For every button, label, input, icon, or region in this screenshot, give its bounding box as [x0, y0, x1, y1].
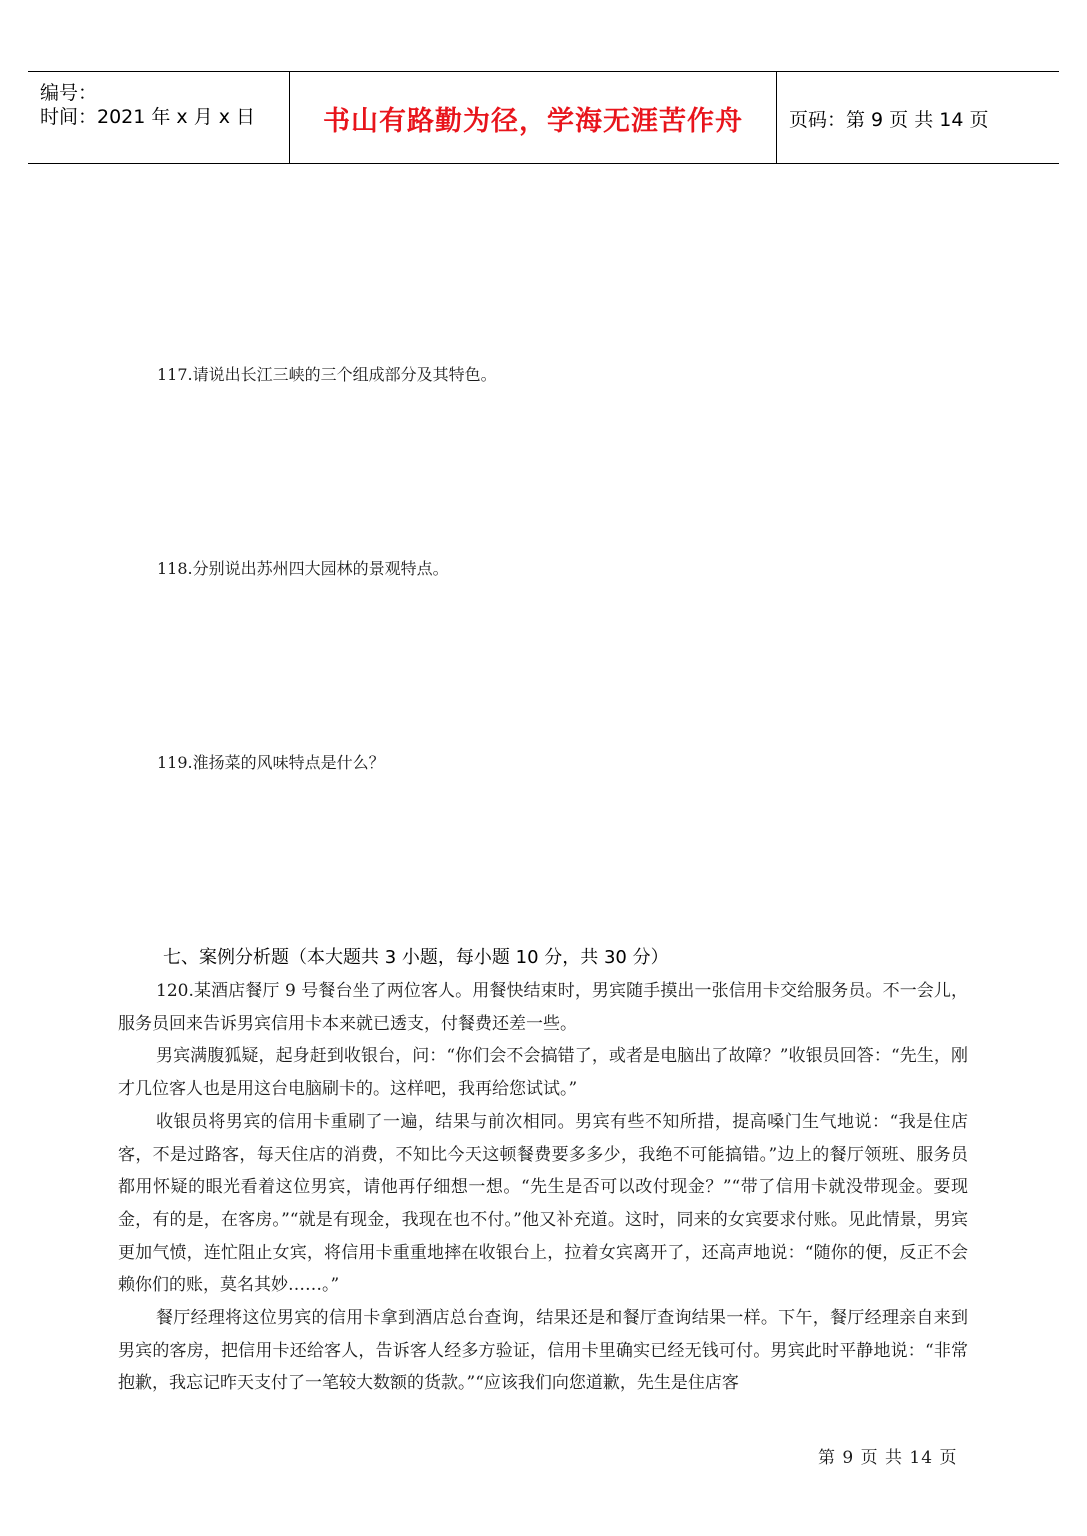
header-meta-cell — [28, 72, 290, 163]
case-paragraph-4: 餐厅经理将这位男宾的信用卡拿到酒店总台查询，结果还是和餐厅查询结果一样。下午，餐厅经理亲自来到男宾的客房，把信用卡还给客人，告诉客人经多方验证，信用卡里确实已经无钱可付。男宾此时平静地说：“非常抱歉，我忘记昨天支付了一笔较大数额的货款。”“应该我们向您道歉，先生是住店客 — [118, 1308, 968, 1394]
case-paragraph-3: 收银员将男宾的信用卡重刷了一遍，结果与前次相同。男宾有些不知所措，提高嗓门生气地说：“我是住店客，不是过路客，每天住店的消费，不知比今天这顿餐费要多多少，我绝不可能搞错。”边上的餐厅领班、服务员都用怀疑的眼光看着这位男宾，请他再仔细想一想。“先生是否可以改付现金？”“带了信用卡就没带现金。要现金，有的是，在客房。”“就是有现金，我现在也不付。”他又补充道。这时，同来的女宾要求付账。见此情景，男宾更加气愤，连忙阻止女宾，将信用卡重重地摔在收银台上，拉着女宾离开了，还高声地说：“随你的便，反正不会赖你们的账，莫名其妙……。” — [118, 1111, 968, 1296]
case-paragraph-2: 男宾满腹狐疑，起身赶到收银台，问：“你们会不会搞错了，或者是电脑出了故障？”收银员回答：“先生，刚才几位客人也是用这台电脑刷卡的。这样吧，我再给您试试。” — [118, 1046, 968, 1100]
section-title-case-analysis: 七、案例分析题（本大题共 3 小题，每小题 10 分，共 30 分） — [163, 947, 669, 968]
header-page-info: 页码：第 9 页 共 14 页 — [789, 109, 989, 131]
motto-text: 书山有路勤为径，学海无涯苦作舟 — [323, 106, 743, 137]
time-label: 时间：2021 年 x 月 x 日 — [40, 106, 256, 128]
header-motto-cell — [290, 72, 777, 163]
question-119: 119.淮扬菜的风味特点是什么？ — [157, 753, 385, 772]
case-120-body — [118, 975, 968, 1400]
page-header — [28, 71, 1059, 164]
page-footer: 第 9 页 共 14 页 — [818, 1448, 958, 1468]
question-118: 118.分别说出苏州四大园林的景观特点。 — [157, 559, 449, 578]
question-117: 117.请说出长江三峡的三个组成部分及其特色。 — [157, 365, 497, 384]
header-page-cell — [777, 72, 1059, 163]
case-paragraph-1: 120.某酒店餐厅 9 号餐台坐了两位客人。用餐快结束时，男宾随手摸出一张信用卡交给服务员。不一会儿，服务员回来告诉男宾信用卡本来就已透支，付餐费还差一些。 — [118, 981, 968, 1034]
serial-number-label: 编号： — [40, 82, 98, 104]
